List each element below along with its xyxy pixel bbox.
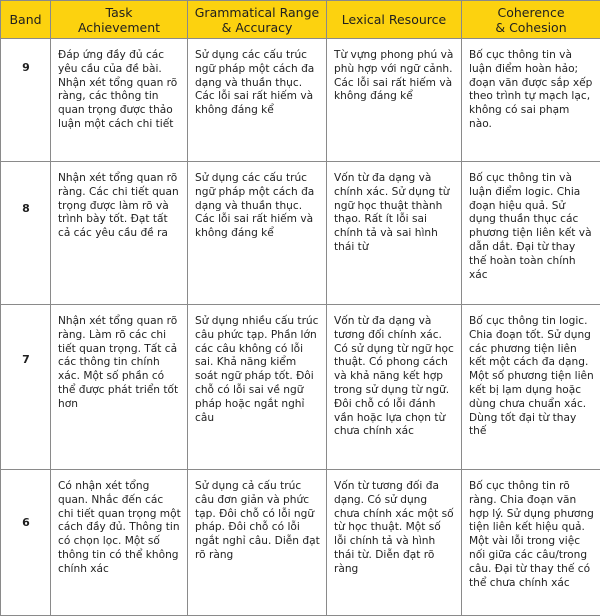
task-achievement-cell: Nhận xét tổng quan rõ ràng. Các chi tiết quan trọng được làm rõ và trình bày tốt. Đạt tất cả các yêu cầu đề ra [51, 162, 188, 305]
lexical-cell: Từ vựng phong phú và phù hợp với ngữ cảnh. Các lỗi sai rất hiếm và không đáng kể [327, 39, 462, 162]
header-grammatical-range: Grammatical Range & Accuracy [188, 1, 327, 39]
lexical-cell: Vốn từ đa dạng và chính xác. Sử dụng từ ngữ học thuật thành thạo. Rất ít lỗi sai chính tả và sai hình thái từ [327, 162, 462, 305]
header-row [1, 1, 600, 39]
header-task-achievement: Task Achievement [51, 1, 188, 39]
task-achievement-cell: Có nhận xét tổng quan. Nhắc đến các chi tiết quan trọng một cách đầy đủ. Thông tin có chọn lọc. Một số thông tin có thể không chính xác [51, 470, 188, 616]
coherence-cell: Bố cục thông tin và luận điểm hoàn hảo; đoạn văn được sắp xếp theo trình tự mạch lạc, không có sai phạm nào. [462, 39, 600, 162]
table-row [1, 470, 600, 616]
table-row [1, 39, 600, 162]
header-lexical-resource: Lexical Resource [327, 1, 462, 39]
header-coherence-cohesion: Coherence & Cohesion [462, 1, 600, 39]
lexical-cell: Vốn từ đa dạng và tương đối chính xác. Có sử dụng từ ngữ học thuật. Có phong cách và khả năng kết hợp trong sử dụng từ ngữ. Đôi chỗ có lỗi đánh vần hoặc lựa chọn từ chưa chính xác [327, 305, 462, 470]
lexical-cell: Vốn từ tương đối đa dạng. Có sử dụng chưa chính xác một số từ học thuật. Một số lỗi chính tả và hình thái từ. Diễn đạt rõ ràng [327, 470, 462, 616]
grammar-cell: Sử dụng nhiều cấu trúc câu phức tạp. Phần lớn các câu không có lỗi sai. Khả năng kiểm soát ngữ pháp tốt. Đôi chỗ có lỗi sai về ngữ pháp hoặc ngắt nghỉ câu [188, 305, 327, 470]
grammar-cell: Sử dụng các cấu trúc ngữ pháp một cách đa dạng và thuần thục. Các lỗi sai rất hiếm và không đáng kể [188, 39, 327, 162]
task-achievement-cell: Đáp ứng đầy đủ các yêu cầu của đề bài. Nhận xét tổng quan rõ ràng, các thông tin quan trọng được thảo luận một cách chi tiết [51, 39, 188, 162]
band-score: 7 [1, 305, 51, 470]
coherence-cell: Bố cục thông tin rõ ràng. Chia đoạn văn hợp lý. Sử dụng phương tiện liên kết hiệu quả. Một vài lỗi trong việc nối giữa các câu/trong câu. Đại từ thay thế có thể chưa chính xác [462, 470, 600, 616]
table-row [1, 162, 600, 305]
task-achievement-cell: Nhận xét tổng quan rõ ràng. Làm rõ các chi tiết quan trọng. Tất cả các thông tin chính xác. Một số phần có thể được phát triển tốt hơn [51, 305, 188, 470]
grammar-cell: Sử dụng các cấu trúc ngữ pháp một cách đa dạng và thuần thục. Các lỗi sai rất hiếm và không đáng kể [188, 162, 327, 305]
coherence-cell: Bố cục thông tin và luận điểm logic. Chia đoạn hiệu quả. Sử dụng thuần thục các phương tiện liên kết và dẫn dắt. Đại từ thay thế hoàn toàn chính xác [462, 162, 600, 305]
header-band: Band [1, 1, 51, 39]
table-row [1, 305, 600, 470]
coherence-cell: Bố cục thông tin logic. Chia đoạn tốt. Sử dụng các phương tiện liên kết một cách đa dạng. Một số phương tiện liên kết bị lạm dụng hoặc dùng chưa chuẩn xác. Dùng tốt đại từ thay thế [462, 305, 600, 470]
band-score: 9 [1, 39, 51, 162]
grammar-cell: Sử dụng cả cấu trúc câu đơn giản và phức tạp. Đôi chỗ có lỗi ngữ pháp. Đôi chỗ có lỗi ngắt nghỉ câu. Diễn đạt rõ ràng [188, 470, 327, 616]
band-score: 8 [1, 162, 51, 305]
band-score: 6 [1, 470, 51, 616]
